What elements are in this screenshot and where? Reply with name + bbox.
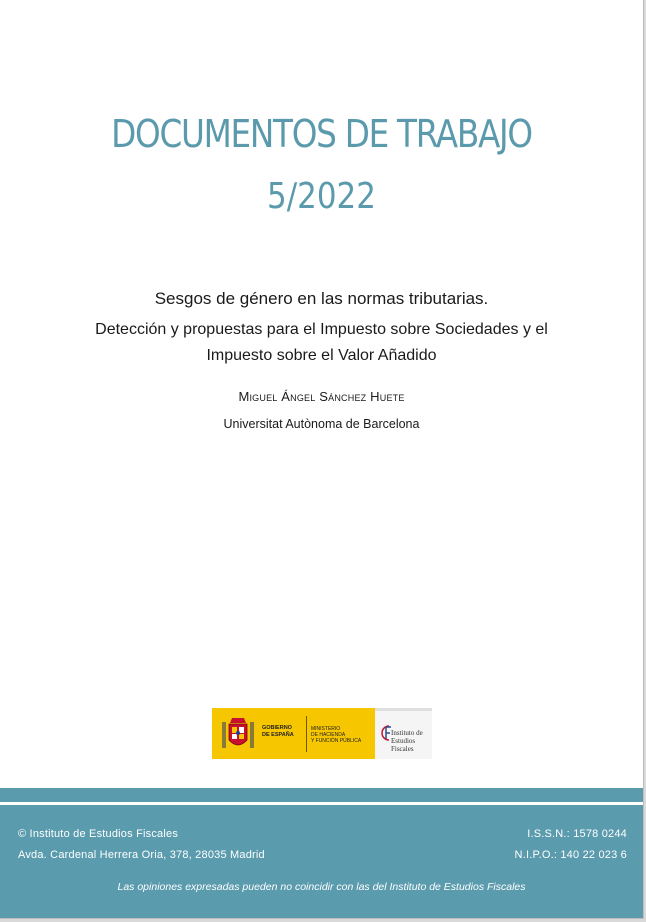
author-affiliation: Universitat Autònoma de Barcelona [223,417,420,431]
document-title: Sesgos de género en las normas tributarias. [154,289,489,308]
ministerio-line-3: Y FUNCIÓN PÚBLICA [311,738,362,744]
logo-divider [306,716,307,752]
series-number: 5/2022 [267,176,376,217]
footer-band [0,788,643,918]
subtitle-line-1: Detección y propuestas para el Impuesto sobre Sociedades y el [95,321,548,338]
ief-logo [375,708,432,759]
ministerio-line-2: DE HACIENDA [311,732,346,738]
ministerio-line-1: MINISTERIO [311,726,341,732]
ief-mark-icon [378,723,392,743]
copyright-text: © Instituto de Estudios Fiscales [18,828,179,840]
ief-line-1: Instituto de [391,729,423,737]
ief-text [391,729,432,753]
document-subtitle [0,317,643,369]
gobierno-text [262,725,294,738]
subtitle-line-2: Impuesto sobre el Valor Añadido [206,347,437,364]
author-name: Miguel Ángel Sánchez Huete [238,389,405,404]
ministerio-text [311,726,361,744]
institution-logos [212,708,432,759]
gobierno-line-1: GOBIERNO [262,725,292,731]
coat-of-arms-icon [220,714,256,754]
gobierno-logo [212,708,375,759]
gobierno-line-2: DE ESPAÑA [262,731,294,738]
disclaimer-text: Las opiniones expresadas pueden no coincidir con las del Instituto de Estudios Fiscales [117,881,526,893]
ief-line-2: Estudios Fiscales [391,737,416,753]
series-title: DOCUMENTOS DE TRABAJO [111,112,532,156]
nipo-text: N.I.P.O.: 140 22 023 6 [514,849,627,861]
address-text: Avda. Cardenal Herrera Oria, 378, 28035 Madrid [18,849,265,861]
footer-divider [0,802,643,805]
issn-text: I.S.S.N.: 1578 0244 [527,828,627,840]
